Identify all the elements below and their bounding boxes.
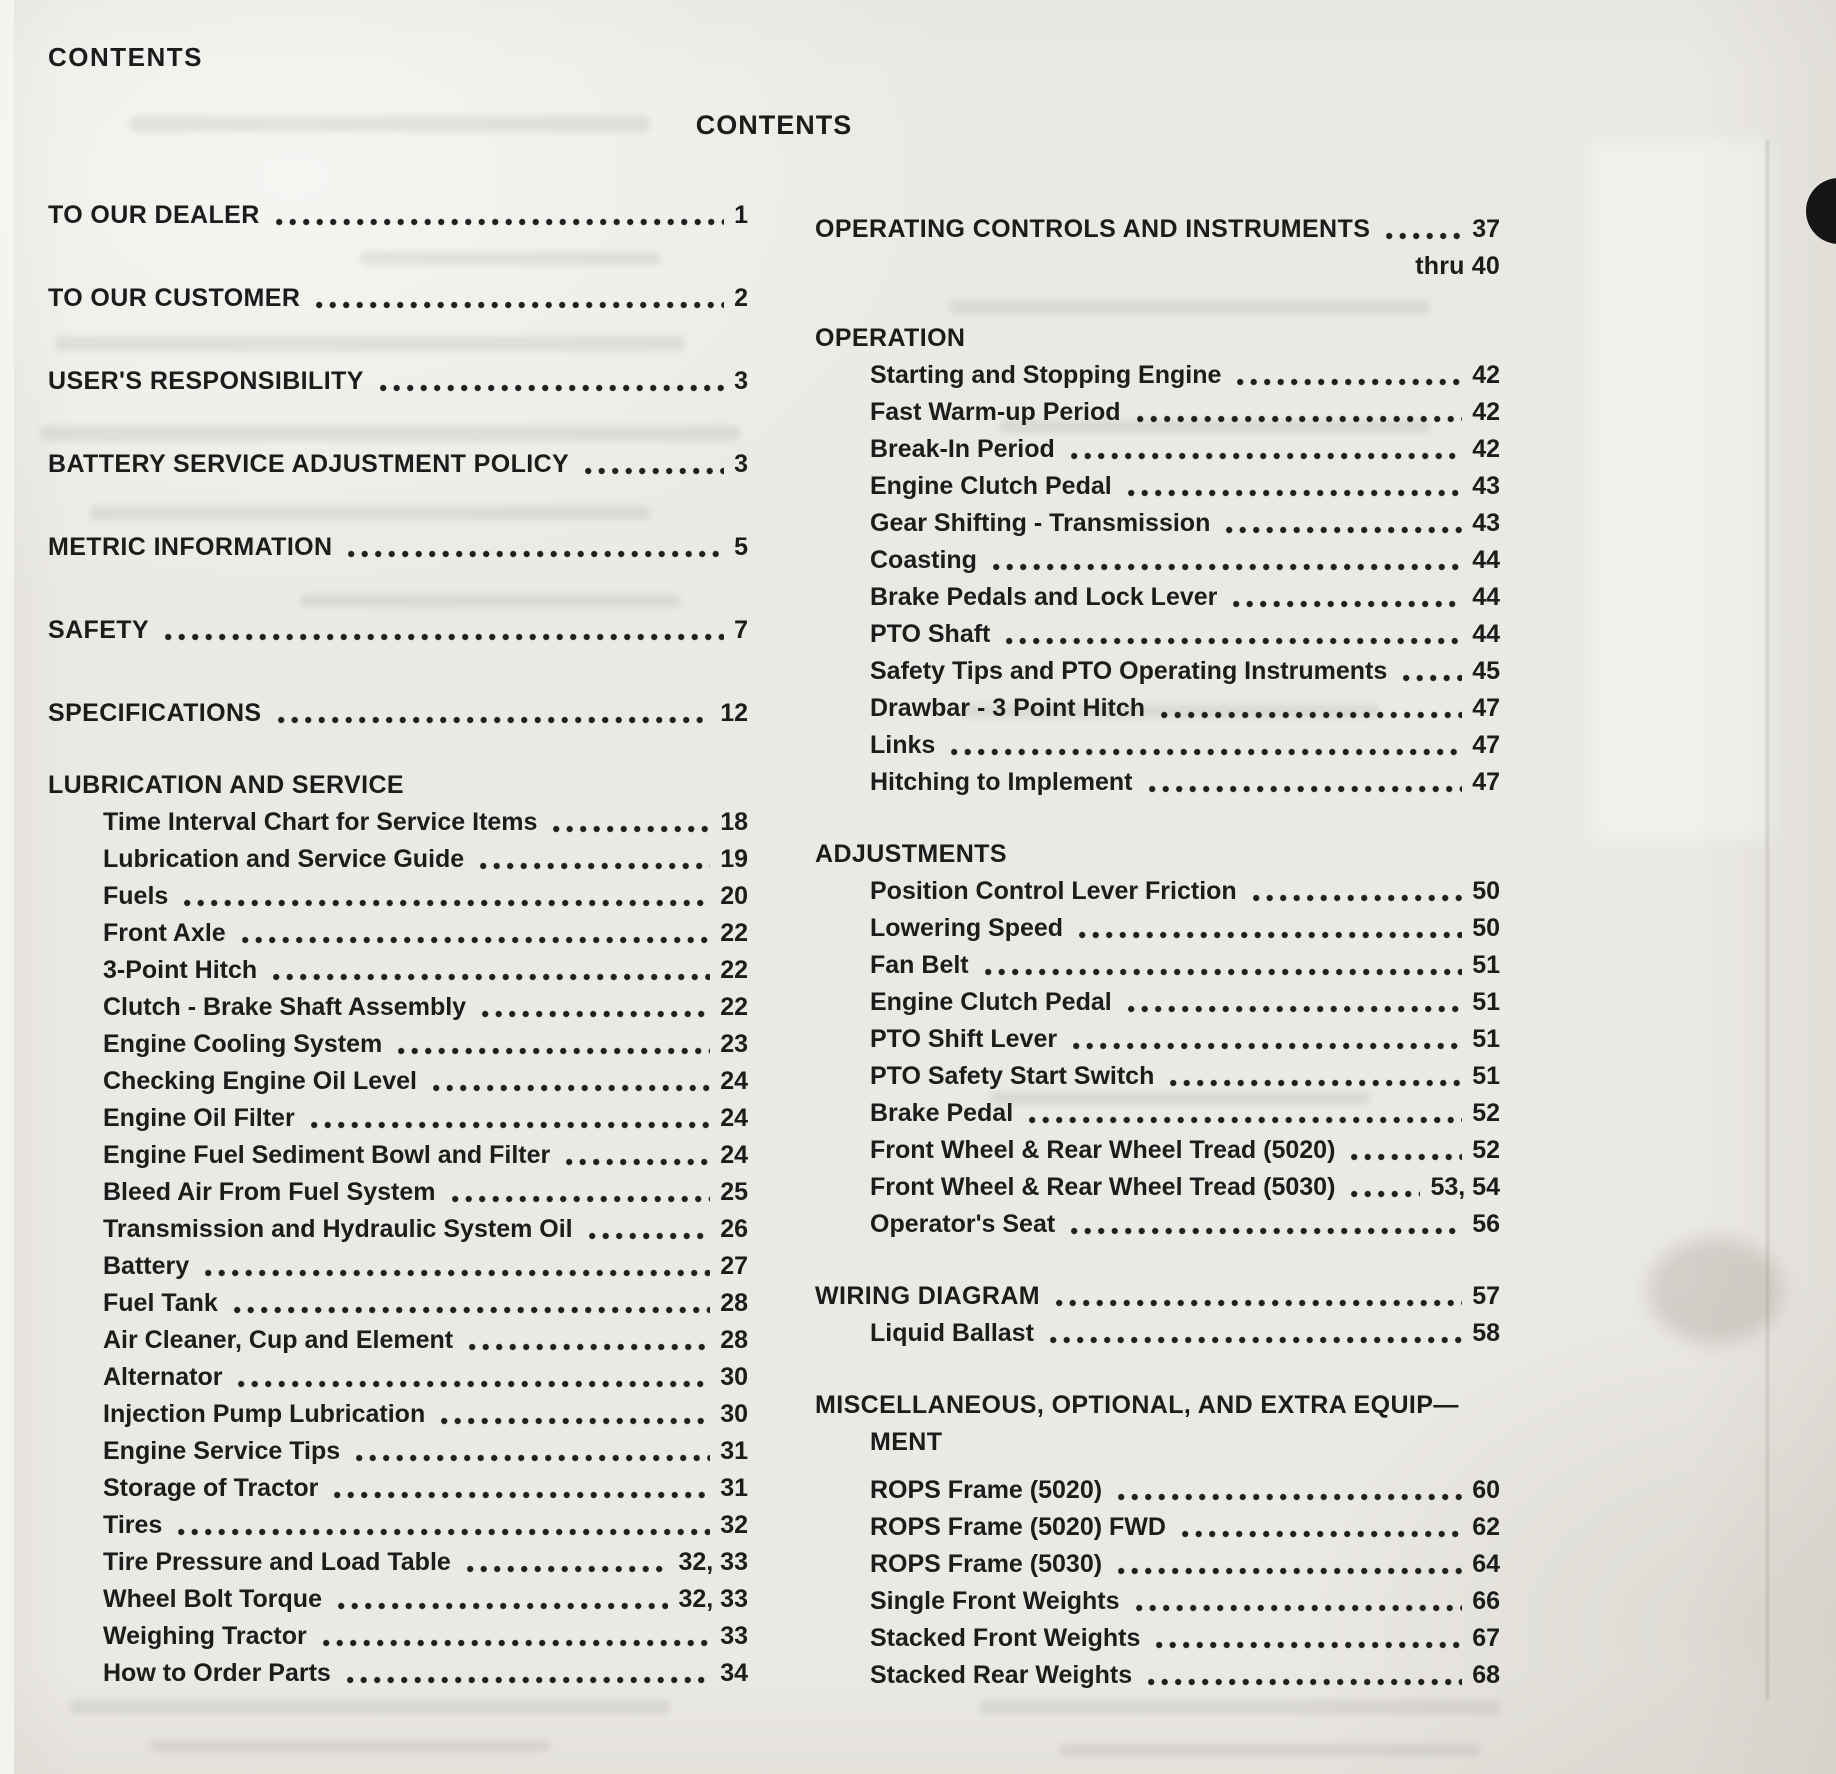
toc-entry-page: 27 bbox=[720, 1252, 748, 1280]
toc-entry-page: 12 bbox=[720, 699, 748, 727]
toc-entry bbox=[48, 1100, 748, 1137]
toc-entry bbox=[815, 1206, 1500, 1243]
toc-entry-page: 53, 54 bbox=[1430, 1173, 1500, 1201]
toc-entry-title: Injection Pump Lubrication bbox=[103, 1400, 426, 1428]
toc-entry-title: PTO Safety Start Switch bbox=[870, 1062, 1155, 1090]
toc-entry bbox=[815, 1546, 1500, 1583]
toc-entry bbox=[815, 1620, 1500, 1657]
dot-leader bbox=[1071, 1227, 1462, 1235]
toc-entry-page-continuation bbox=[815, 248, 1500, 285]
toc-entry bbox=[48, 767, 748, 804]
toc-entry bbox=[815, 320, 1500, 357]
toc-entry bbox=[815, 357, 1500, 394]
dot-leader bbox=[205, 1269, 710, 1277]
toc-entry bbox=[48, 1285, 748, 1322]
toc-entry-page: 20 bbox=[720, 882, 748, 910]
toc-entry bbox=[48, 915, 748, 952]
toc-entry-title: LUBRICATION AND SERVICE bbox=[48, 771, 404, 799]
toc-entry-page: 19 bbox=[720, 845, 748, 873]
bleed-through-artifact bbox=[70, 1700, 670, 1714]
toc-entry-page: 66 bbox=[1472, 1587, 1500, 1615]
toc-entry bbox=[815, 873, 1500, 910]
toc-entry bbox=[815, 1657, 1500, 1694]
toc-entry-title: Brake Pedals and Lock Lever bbox=[870, 583, 1218, 611]
toc-entry-title: Drawbar - 3 Point Hitch bbox=[870, 694, 1146, 722]
toc-entry bbox=[48, 989, 748, 1026]
toc-entry-page: 24 bbox=[720, 1104, 748, 1132]
toc-entry-title: TO OUR CUSTOMER bbox=[48, 284, 301, 312]
toc-entry-title: PTO Shift Lever bbox=[870, 1025, 1058, 1053]
toc-entry-title: METRIC INFORMATION bbox=[48, 533, 333, 561]
dot-leader bbox=[1118, 1493, 1462, 1501]
toc-entry-title: Stacked Front Weights bbox=[870, 1624, 1141, 1652]
toc-entry-title: Transmission and Hydraulic System Oil bbox=[103, 1215, 573, 1243]
toc-entry-page: 28 bbox=[720, 1289, 748, 1317]
toc-entry-page: 47 bbox=[1472, 694, 1500, 722]
toc-entry bbox=[815, 836, 1500, 873]
toc-entry-title: Stacked Rear Weights bbox=[870, 1661, 1133, 1689]
toc-entry-page: 30 bbox=[720, 1363, 748, 1391]
toc-entry-page: 43 bbox=[1472, 472, 1500, 500]
toc-entry-title: Time Interval Chart for Service Items bbox=[103, 808, 538, 836]
dot-leader bbox=[1351, 1153, 1462, 1161]
dot-leader bbox=[316, 301, 724, 309]
toc-entry-title: USER'S RESPONSIBILITY bbox=[48, 367, 364, 395]
dot-leader bbox=[234, 1306, 710, 1314]
toc-entry bbox=[815, 616, 1500, 653]
dot-leader bbox=[566, 1158, 710, 1166]
toc-entry-page: 34 bbox=[720, 1659, 748, 1687]
dot-leader bbox=[1029, 1116, 1462, 1124]
dot-leader bbox=[1073, 1042, 1462, 1050]
toc-entry bbox=[48, 952, 748, 989]
dot-leader bbox=[347, 1676, 710, 1684]
scan-edge bbox=[0, 0, 14, 1774]
toc-entry-title: PTO Shaft bbox=[870, 620, 991, 648]
toc-entry-page: 50 bbox=[1472, 914, 1500, 942]
toc-entry-page: 7 bbox=[734, 616, 748, 644]
toc-entry-page: 62 bbox=[1472, 1513, 1500, 1541]
toc-entry-page: 51 bbox=[1472, 988, 1500, 1016]
bleed-through-artifact bbox=[1060, 1744, 1480, 1756]
toc-entry-page: 32 bbox=[720, 1511, 748, 1539]
toc-entry-page: 45 bbox=[1472, 657, 1500, 685]
toc-entry-title: Battery bbox=[103, 1252, 190, 1280]
dot-leader bbox=[993, 563, 1462, 571]
toc-entry-title: Engine Fuel Sediment Bowl and Filter bbox=[103, 1141, 551, 1169]
dot-leader bbox=[1237, 378, 1462, 386]
toc-entry-page: 25 bbox=[720, 1178, 748, 1206]
toc-entry-page: 24 bbox=[720, 1067, 748, 1095]
toc-entry-title: Lubrication and Service Guide bbox=[103, 845, 465, 873]
toc-entry bbox=[48, 1359, 748, 1396]
toc-entry bbox=[815, 1058, 1500, 1095]
dot-leader bbox=[338, 1602, 669, 1610]
dot-leader bbox=[238, 1380, 710, 1388]
dot-leader bbox=[334, 1491, 710, 1499]
dot-leader bbox=[242, 936, 710, 944]
toc-entry bbox=[48, 804, 748, 841]
toc-entry bbox=[48, 363, 748, 400]
toc-entry-page: 30 bbox=[720, 1400, 748, 1428]
toc-entry bbox=[48, 1655, 748, 1692]
toc-entry-page: 37 bbox=[1472, 215, 1500, 243]
toc-entry-page: 58 bbox=[1472, 1319, 1500, 1347]
toc-entry bbox=[48, 1433, 748, 1470]
dot-leader bbox=[985, 968, 1463, 976]
toc-entry-page-continuation-text: thru 40 bbox=[1415, 252, 1500, 280]
toc-entry-title: 3-Point Hitch bbox=[103, 956, 258, 984]
toc-entry-page: 31 bbox=[720, 1474, 748, 1502]
toc-entry bbox=[815, 984, 1500, 1021]
dot-leader bbox=[276, 218, 724, 226]
toc-entry-title: Lowering Speed bbox=[870, 914, 1064, 942]
toc-entry bbox=[48, 1137, 748, 1174]
toc-entry-title-wrap bbox=[815, 1424, 1500, 1461]
toc-entry-title: SPECIFICATIONS bbox=[48, 699, 262, 727]
dot-leader bbox=[165, 633, 724, 641]
toc-entry bbox=[815, 910, 1500, 947]
toc-entry-page: 44 bbox=[1472, 620, 1500, 648]
toc-entry-title: SAFETY bbox=[48, 616, 150, 644]
toc-entry-page: 42 bbox=[1472, 361, 1500, 389]
toc-entry-page: 47 bbox=[1472, 768, 1500, 796]
toc-entry-page: 60 bbox=[1472, 1476, 1500, 1504]
dot-leader bbox=[1182, 1530, 1462, 1538]
dot-leader bbox=[467, 1565, 669, 1573]
dot-leader bbox=[452, 1195, 711, 1203]
toc-entry-title: Fast Warm-up Period bbox=[870, 398, 1121, 426]
dot-leader bbox=[348, 550, 724, 558]
toc-entry-title: Safety Tips and PTO Operating Instruments bbox=[870, 657, 1388, 685]
toc-entry bbox=[48, 280, 748, 317]
toc-entry bbox=[815, 1387, 1500, 1424]
dot-leader bbox=[433, 1084, 710, 1092]
toc-entry-title: Checking Engine Oil Level bbox=[103, 1067, 417, 1095]
toc-entry-title: Engine Clutch Pedal bbox=[870, 988, 1112, 1016]
dot-leader bbox=[1128, 489, 1462, 497]
dot-leader bbox=[1233, 600, 1462, 608]
toc-entry bbox=[48, 1211, 748, 1248]
dot-leader bbox=[184, 899, 710, 907]
toc-entry-page: 5 bbox=[734, 533, 748, 561]
toc-entry-title: WIRING DIAGRAM bbox=[815, 1282, 1041, 1310]
toc-entry-title: Front Wheel & Rear Wheel Tread (5030) bbox=[870, 1173, 1336, 1201]
page-fold-line bbox=[1766, 140, 1769, 1700]
toc-entry-title: ROPS Frame (5020) FWD bbox=[870, 1513, 1166, 1541]
toc-entry bbox=[815, 1132, 1500, 1169]
dot-leader bbox=[1226, 526, 1462, 534]
toc-entry-page: 44 bbox=[1472, 546, 1500, 574]
dot-leader bbox=[1050, 1336, 1462, 1344]
toc-entry-page: 22 bbox=[720, 993, 748, 1021]
toc-entry-page: 52 bbox=[1472, 1136, 1500, 1164]
dot-leader bbox=[1136, 1604, 1463, 1612]
toc-entry bbox=[815, 211, 1500, 248]
page-corner-label: CONTENTS bbox=[48, 42, 203, 72]
dot-leader bbox=[1056, 1299, 1462, 1307]
toc-entry-page: 31 bbox=[720, 1437, 748, 1465]
toc-entry-title: Position Control Lever Friction bbox=[870, 877, 1237, 905]
toc-entry bbox=[48, 612, 748, 649]
toc-entry bbox=[815, 1583, 1500, 1620]
toc-entry-page: 32, 33 bbox=[678, 1548, 748, 1576]
toc-entry-title: Links bbox=[870, 731, 936, 759]
toc-entry-title: Hitching to Implement bbox=[870, 768, 1133, 796]
toc-entry-title: Tires bbox=[103, 1511, 163, 1539]
toc-entry bbox=[48, 1026, 748, 1063]
toc-entry-page: 64 bbox=[1472, 1550, 1500, 1578]
toc-entry-title: Storage of Tractor bbox=[103, 1474, 319, 1502]
dot-leader bbox=[1161, 711, 1462, 719]
toc-entry-page: 3 bbox=[734, 450, 748, 478]
toc-right-column bbox=[815, 211, 1500, 1694]
toc-entry bbox=[48, 1063, 748, 1100]
toc-entry bbox=[815, 468, 1500, 505]
toc-entry-title: OPERATING CONTROLS AND INSTRUMENTS bbox=[815, 215, 1371, 243]
dot-leader bbox=[1006, 637, 1462, 645]
dot-leader bbox=[589, 1232, 711, 1240]
toc-entry-page: 33 bbox=[720, 1622, 748, 1650]
dot-leader bbox=[1386, 232, 1462, 240]
toc-entry bbox=[48, 1248, 748, 1285]
toc-left-column bbox=[48, 197, 748, 1692]
dot-leader bbox=[323, 1639, 710, 1647]
toc-entry bbox=[48, 529, 748, 566]
dot-leader bbox=[380, 384, 724, 392]
toc-entry-title: Tire Pressure and Load Table bbox=[103, 1548, 451, 1576]
toc-entry-title: Air Cleaner, Cup and Element bbox=[103, 1326, 454, 1354]
dot-leader bbox=[1148, 1678, 1462, 1686]
toc-entry bbox=[815, 947, 1500, 984]
toc-entry-title: Bleed Air From Fuel System bbox=[103, 1178, 436, 1206]
toc-entry-page: 42 bbox=[1472, 398, 1500, 426]
dot-leader bbox=[278, 716, 711, 724]
toc-entry bbox=[815, 1278, 1500, 1315]
toc-entry bbox=[48, 197, 748, 234]
toc-entry-title: Fuels bbox=[103, 882, 169, 910]
toc-entry-title: Front Axle bbox=[103, 919, 226, 947]
toc-entry bbox=[815, 1021, 1500, 1058]
toc-entry-page: 28 bbox=[720, 1326, 748, 1354]
toc-entry-title: Starting and Stopping Engine bbox=[870, 361, 1222, 389]
dot-leader bbox=[951, 748, 1462, 756]
dot-leader bbox=[469, 1343, 710, 1351]
toc-entry-title: Engine Service Tips bbox=[103, 1437, 341, 1465]
paper-smudge bbox=[1648, 1238, 1783, 1343]
toc-entry-page: 51 bbox=[1472, 951, 1500, 979]
dot-leader bbox=[1128, 1005, 1462, 1013]
toc-entry-page: 2 bbox=[734, 284, 748, 312]
toc-entry-page: 44 bbox=[1472, 583, 1500, 611]
toc-entry-title: Engine Cooling System bbox=[103, 1030, 383, 1058]
toc-entry-title: Coasting bbox=[870, 546, 977, 574]
toc-entry-title: Liquid Ballast bbox=[870, 1319, 1034, 1347]
toc-entry-title: Engine Oil Filter bbox=[103, 1104, 295, 1132]
dot-leader bbox=[356, 1454, 710, 1462]
toc-entry-page: 52 bbox=[1472, 1099, 1500, 1127]
toc-entry-title: MISCELLANEOUS, OPTIONAL, AND EXTRA EQUIP— bbox=[815, 1391, 1459, 1419]
toc-entry bbox=[815, 690, 1500, 727]
toc-entry bbox=[815, 727, 1500, 764]
toc-entry-page: 50 bbox=[1472, 877, 1500, 905]
toc-entry bbox=[48, 446, 748, 483]
toc-entry-title: Alternator bbox=[103, 1363, 223, 1391]
toc-entry bbox=[48, 1174, 748, 1211]
toc-entry-page: 51 bbox=[1472, 1025, 1500, 1053]
dot-leader bbox=[1079, 931, 1462, 939]
toc-entry-page: 43 bbox=[1472, 509, 1500, 537]
toc-entry bbox=[48, 1507, 748, 1544]
toc-entry-title: Fan Belt bbox=[870, 951, 969, 979]
dot-leader bbox=[178, 1528, 710, 1536]
toc-entry bbox=[815, 431, 1500, 468]
toc-entry bbox=[48, 1581, 748, 1618]
toc-entry-page: 22 bbox=[720, 919, 748, 947]
toc-entry-page: 24 bbox=[720, 1141, 748, 1169]
dot-leader bbox=[1156, 1641, 1462, 1649]
toc-entry-page: 68 bbox=[1472, 1661, 1500, 1689]
toc-entry bbox=[815, 1472, 1500, 1509]
toc-entry-title-line2: MENT bbox=[870, 1428, 943, 1456]
toc-entry bbox=[815, 505, 1500, 542]
toc-entry-title: Clutch - Brake Shaft Assembly bbox=[103, 993, 467, 1021]
dot-leader bbox=[482, 1010, 710, 1018]
toc-entry bbox=[48, 1322, 748, 1359]
toc-entry-page: 47 bbox=[1472, 731, 1500, 759]
bleed-through-artifact bbox=[1590, 140, 1770, 840]
toc-entry bbox=[815, 1169, 1500, 1206]
dot-leader bbox=[1403, 674, 1462, 682]
toc-entry-page: 42 bbox=[1472, 435, 1500, 463]
toc-entry bbox=[815, 542, 1500, 579]
toc-entry-page: 18 bbox=[720, 808, 748, 836]
toc-entry-page: 1 bbox=[734, 201, 748, 229]
toc-entry bbox=[48, 1470, 748, 1507]
toc-entry bbox=[48, 1396, 748, 1433]
page-title: CONTENTS bbox=[695, 110, 853, 140]
toc-entry bbox=[815, 579, 1500, 616]
toc-entry-title: Weighing Tractor bbox=[103, 1622, 307, 1650]
bleed-through-artifact bbox=[150, 1740, 550, 1752]
toc-entry bbox=[48, 841, 748, 878]
toc-entry-page: 67 bbox=[1472, 1624, 1500, 1652]
dot-leader bbox=[1118, 1567, 1462, 1575]
toc-entry bbox=[815, 394, 1500, 431]
dot-leader bbox=[553, 825, 710, 833]
toc-entry-title: Fuel Tank bbox=[103, 1289, 218, 1317]
toc-entry-page: 51 bbox=[1472, 1062, 1500, 1090]
toc-entry-title: ROPS Frame (5030) bbox=[870, 1550, 1103, 1578]
toc-entry-title: Break-In Period bbox=[870, 435, 1055, 463]
toc-entry-title: BATTERY SERVICE ADJUSTMENT POLICY bbox=[48, 450, 570, 478]
dot-leader bbox=[1351, 1190, 1420, 1198]
toc-entry bbox=[815, 653, 1500, 690]
dot-leader bbox=[1071, 452, 1462, 460]
toc-entry-title: Engine Clutch Pedal bbox=[870, 472, 1112, 500]
toc-entry-title: How to Order Parts bbox=[103, 1659, 331, 1687]
dot-leader bbox=[585, 467, 724, 475]
dot-leader bbox=[1149, 785, 1463, 793]
toc-entry-title: ADJUSTMENTS bbox=[815, 840, 1007, 868]
toc-entry-title: Gear Shifting - Transmission bbox=[870, 509, 1211, 537]
toc-entry-title: Front Wheel & Rear Wheel Tread (5020) bbox=[870, 1136, 1336, 1164]
toc-entry-title: Brake Pedal bbox=[870, 1099, 1014, 1127]
dot-leader bbox=[1137, 415, 1463, 423]
toc-entry bbox=[815, 1509, 1500, 1546]
toc-entry bbox=[48, 695, 748, 732]
toc-entry-title: Single Front Weights bbox=[870, 1587, 1120, 1615]
toc-entry-page: 56 bbox=[1472, 1210, 1500, 1238]
dot-leader bbox=[273, 973, 710, 981]
toc-entry bbox=[815, 1315, 1500, 1352]
toc-entry bbox=[48, 1544, 748, 1581]
toc-entry-title: TO OUR DEALER bbox=[48, 201, 260, 229]
toc-entry-page: 23 bbox=[720, 1030, 748, 1058]
bleed-through-artifact bbox=[980, 1700, 1500, 1714]
toc-entry bbox=[815, 764, 1500, 801]
toc-entry-page: 57 bbox=[1472, 1282, 1500, 1310]
toc-entry-title: Wheel Bolt Torque bbox=[103, 1585, 322, 1613]
toc-entry-page: 3 bbox=[734, 367, 748, 395]
toc-entry-title: ROPS Frame (5020) bbox=[870, 1476, 1103, 1504]
dot-leader bbox=[441, 1417, 710, 1425]
toc-entry-page: 32, 33 bbox=[678, 1585, 748, 1613]
toc-entry bbox=[48, 878, 748, 915]
toc-entry-page: 22 bbox=[720, 956, 748, 984]
toc-entry-page: 26 bbox=[720, 1215, 748, 1243]
toc-entry bbox=[815, 1095, 1500, 1132]
dot-leader bbox=[311, 1121, 711, 1129]
toc-entry-title: OPERATION bbox=[815, 324, 966, 352]
dot-leader bbox=[1170, 1079, 1462, 1087]
binder-hole-mark bbox=[1806, 178, 1836, 244]
dot-leader bbox=[398, 1047, 710, 1055]
toc-entry-title: Operator's Seat bbox=[870, 1210, 1056, 1238]
dot-leader bbox=[480, 862, 710, 870]
toc-entry bbox=[48, 1618, 748, 1655]
dot-leader bbox=[1253, 894, 1463, 902]
